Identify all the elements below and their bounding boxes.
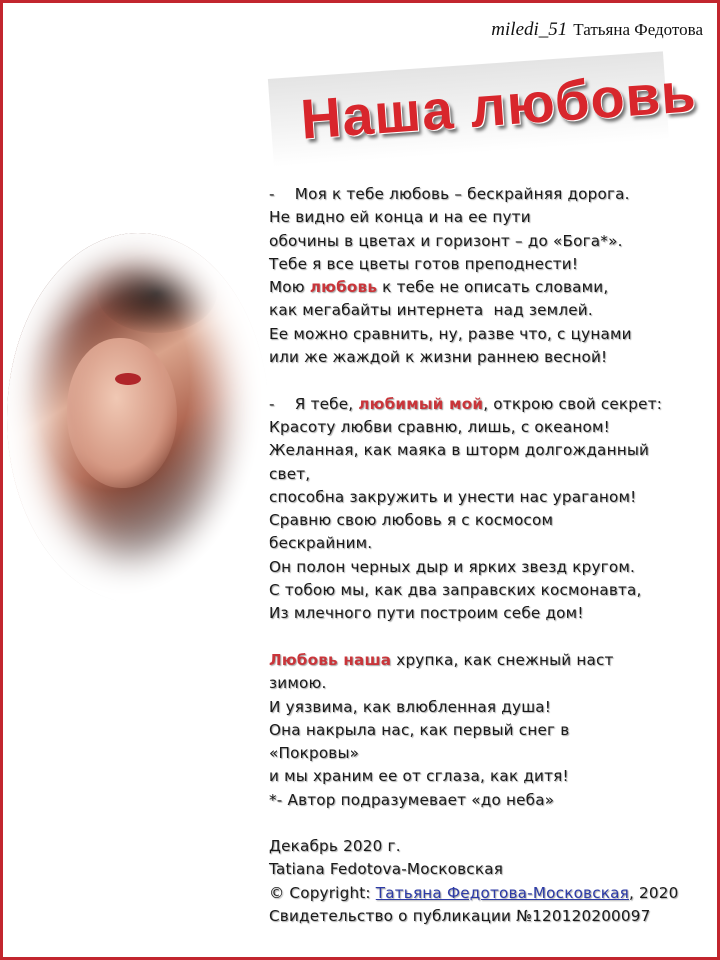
poem-footer xyxy=(269,835,709,928)
stanza-1 xyxy=(269,183,709,369)
poem-line: свет, xyxy=(269,464,311,483)
poem-line: Из млечного пути построим себе дом! xyxy=(269,604,584,623)
poem-line: бескрайним. xyxy=(269,534,373,553)
poem-line: Тебе я все цветы готов преподнести! xyxy=(269,254,579,273)
poem-line: *- Автор подразумевает «до неба» xyxy=(269,790,555,809)
poem-line: Сравню свою любовь я с космосом xyxy=(269,511,554,530)
stanza-2 xyxy=(269,393,709,626)
couple-photo xyxy=(7,233,269,603)
author-header xyxy=(491,19,703,41)
highlight-word: Любовь наша xyxy=(269,650,392,669)
poem-line: Желанная, как маяка в шторм долгожданный xyxy=(269,441,650,460)
poem-line: Ее можно сравнить, ну, разве что, с цунами xyxy=(269,324,632,343)
poem-text xyxy=(269,183,709,928)
poem-line: - Я тебе, любимый мой, открою свой секрет: xyxy=(269,394,663,413)
poem-line: способна закружить и унести нас ураганом! xyxy=(269,487,637,506)
author-nick: miledi_51 xyxy=(491,19,568,40)
highlight-word: любовь xyxy=(309,278,378,297)
poem-line: Он полон черных дыр и ярких звезд кругом. xyxy=(269,557,636,576)
stanza-3 xyxy=(269,649,709,812)
poem-line: С тобою мы, как два заправских космонавта, xyxy=(269,581,642,600)
poem-line: Красоту любви сравню, лишь, с океаном! xyxy=(269,417,610,436)
highlight-word: любимый мой xyxy=(358,394,484,413)
poem-line: Не видно ей конца и на ее пути xyxy=(269,208,531,227)
title-banner xyxy=(268,51,699,182)
poem-date: Декабрь 2020 г. xyxy=(269,837,401,856)
poem-title: Наша любовь xyxy=(298,60,699,151)
author-name: Татьяна Федотова xyxy=(573,20,703,39)
poem-line: или же жаждой к жизни раннею весной! xyxy=(269,348,608,367)
author-latin-name: Tatiana Fedotova-Московская xyxy=(269,860,504,879)
poem-line: И уязвима, как влюбленная душа! xyxy=(269,697,552,716)
poem-line: «Покровы» xyxy=(269,744,360,763)
poem-line: Мою любовь к тебе не описать словами, xyxy=(269,278,609,297)
poem-line: зимою. xyxy=(269,674,327,693)
poem-line: - Моя к тебе любовь – бескрайняя дорога. xyxy=(269,185,630,203)
poem-line: Любовь наша хрупка, как снежный наст xyxy=(269,650,614,669)
publication-certificate: Свидетельство о публикации №120120200097 xyxy=(269,906,651,925)
author-link[interactable]: Татьяна Федотова-Московская xyxy=(375,883,629,902)
poem-line: обочины в цветах и горизонт – до «Бога*». xyxy=(269,231,623,250)
poem-line: Она накрыла нас, как первый снег в xyxy=(269,720,570,739)
poem-line: и мы храним ее от сглаза, как дитя! xyxy=(269,767,569,786)
poem-line: как мегабайты интернета над землей. xyxy=(269,301,593,320)
copyright-line: © Copyright: Татьяна Федотова-Московская, 2020 xyxy=(269,883,679,902)
